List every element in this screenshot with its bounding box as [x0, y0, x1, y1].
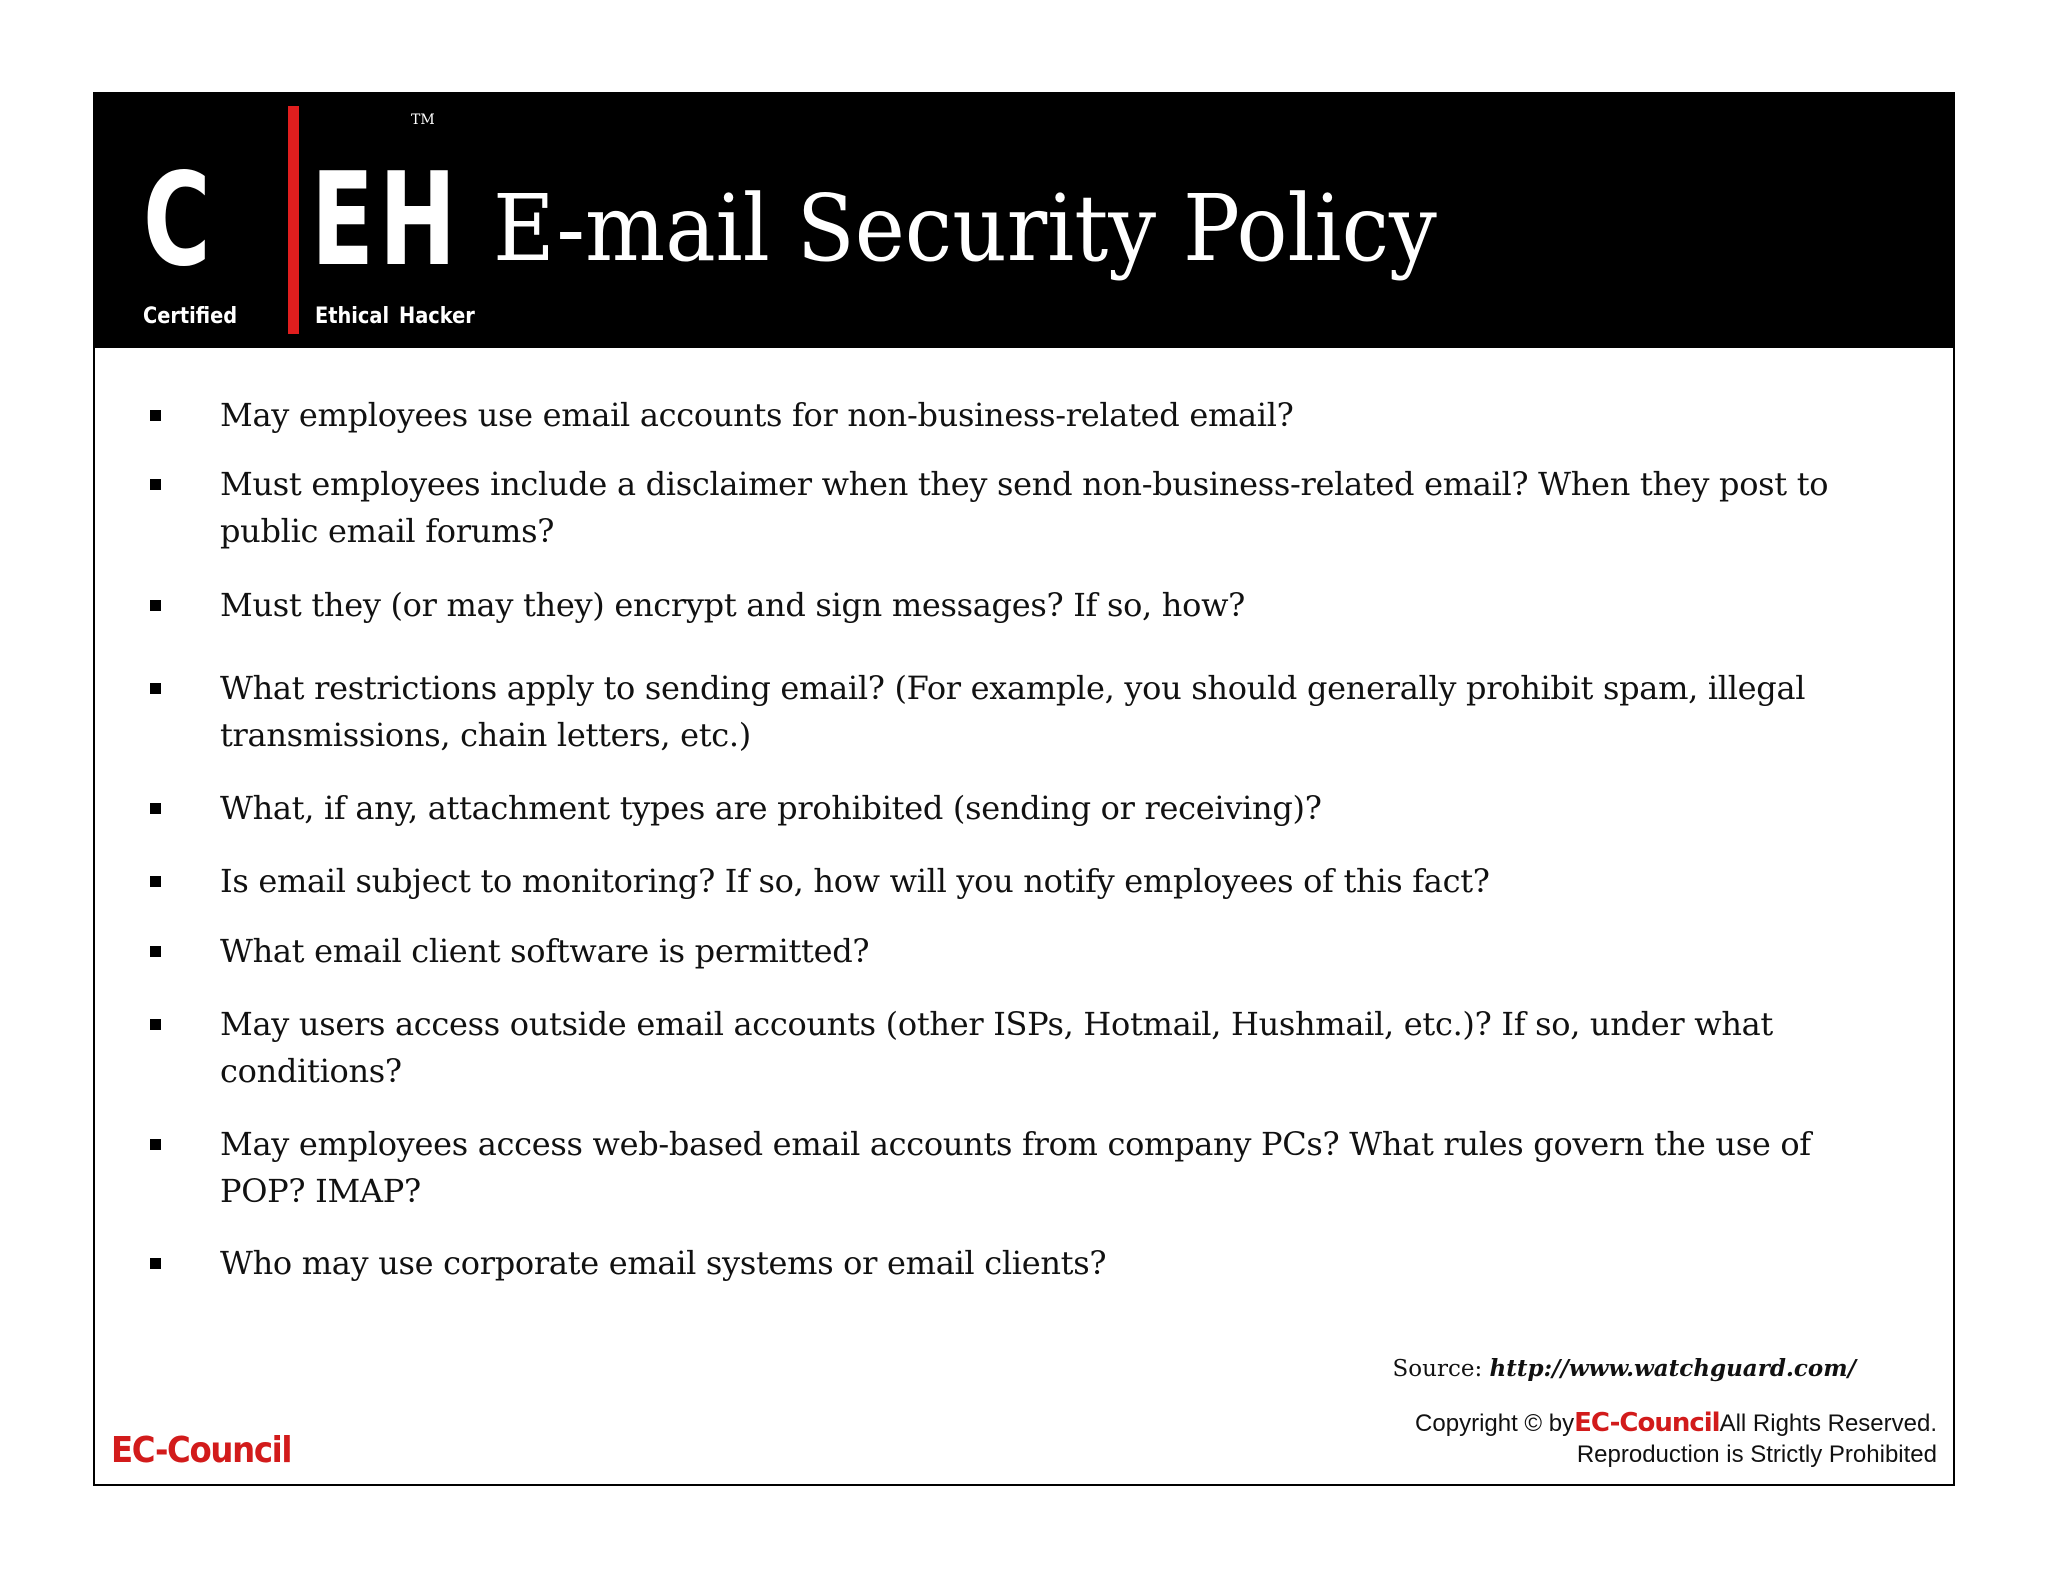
logo-red-bar [288, 106, 299, 334]
bullet-square-icon [150, 479, 161, 490]
bullet-square-icon [150, 1258, 161, 1269]
list-item-text: Must employees include a disclaimer when they send non-business-related email? When they post to public email forums? [220, 465, 1829, 550]
logo-word-ethical: Ethical [315, 304, 390, 329]
slide [93, 92, 1955, 1486]
logo-word-certified: Certified [143, 304, 238, 329]
bullet-square-icon [150, 410, 161, 421]
list-item-text: May employees use email accounts for non-business-related email? [220, 396, 1294, 434]
logo-letter-c: C [143, 146, 211, 295]
logo-word-hacker: Hacker [399, 304, 475, 329]
bullet-square-icon [150, 1139, 161, 1150]
list-item-text: Must they (or may they) encrypt and sign messages? If so, how? [220, 586, 1246, 624]
list-item-text: Is email subject to monitoring? If so, how will you notify employees of this fact? [220, 862, 1490, 900]
page-title: E-mail Security Policy [493, 175, 1437, 282]
ec-council-logo: EC-Council [111, 1430, 292, 1471]
source-url-link[interactable]: http://www.watchguard.com/ [1489, 1355, 1856, 1382]
source-label: Source: [1392, 1356, 1483, 1382]
ceh-logo [143, 106, 475, 336]
bullet-square-icon [150, 946, 161, 957]
logo-letter-e: E [311, 146, 374, 295]
list-item-text: What, if any, attachment types are prohibited (sending or receiving)? [220, 789, 1322, 827]
logo-letter-h: H [379, 146, 457, 295]
copyright-line-2: Reproduction is Strictly Prohibited [1576, 1441, 1937, 1468]
list-item-text: What restrictions apply to sending email? (For example, you should generally prohibit spam, illegal transmissions, chain letters, etc.) [220, 669, 1806, 754]
trademark-mark: TM [411, 112, 435, 128]
copyright-prefix: Copyright © by [1415, 1410, 1575, 1437]
bullet-square-icon [150, 683, 161, 694]
bullet-square-icon [150, 876, 161, 887]
source-citation [1393, 1355, 1856, 1382]
list-item-text: May employees access web-based email accounts from company PCs? What rules govern the use of POP? IMAP? [220, 1125, 1811, 1210]
bullet-square-icon [150, 600, 161, 611]
copyright-line-1 [1415, 1408, 1937, 1439]
copyright-brand: EC-Council [1574, 1408, 1720, 1438]
list-item-text: Who may use corporate email systems or email clients? [220, 1244, 1107, 1282]
copyright-suffix: All Rights Reserved. [1719, 1410, 1937, 1437]
header-bar [95, 94, 1953, 348]
bullet-square-icon [150, 803, 161, 814]
bullet-square-icon [150, 1019, 161, 1030]
list-item-text: May users access outside email accounts (other ISPs, Hotmail, Hushmail, etc.)? If so, under what conditions? [220, 1005, 1773, 1090]
copyright-notice [1415, 1408, 1937, 1470]
list-item-text: What email client software is permitted? [220, 932, 870, 970]
